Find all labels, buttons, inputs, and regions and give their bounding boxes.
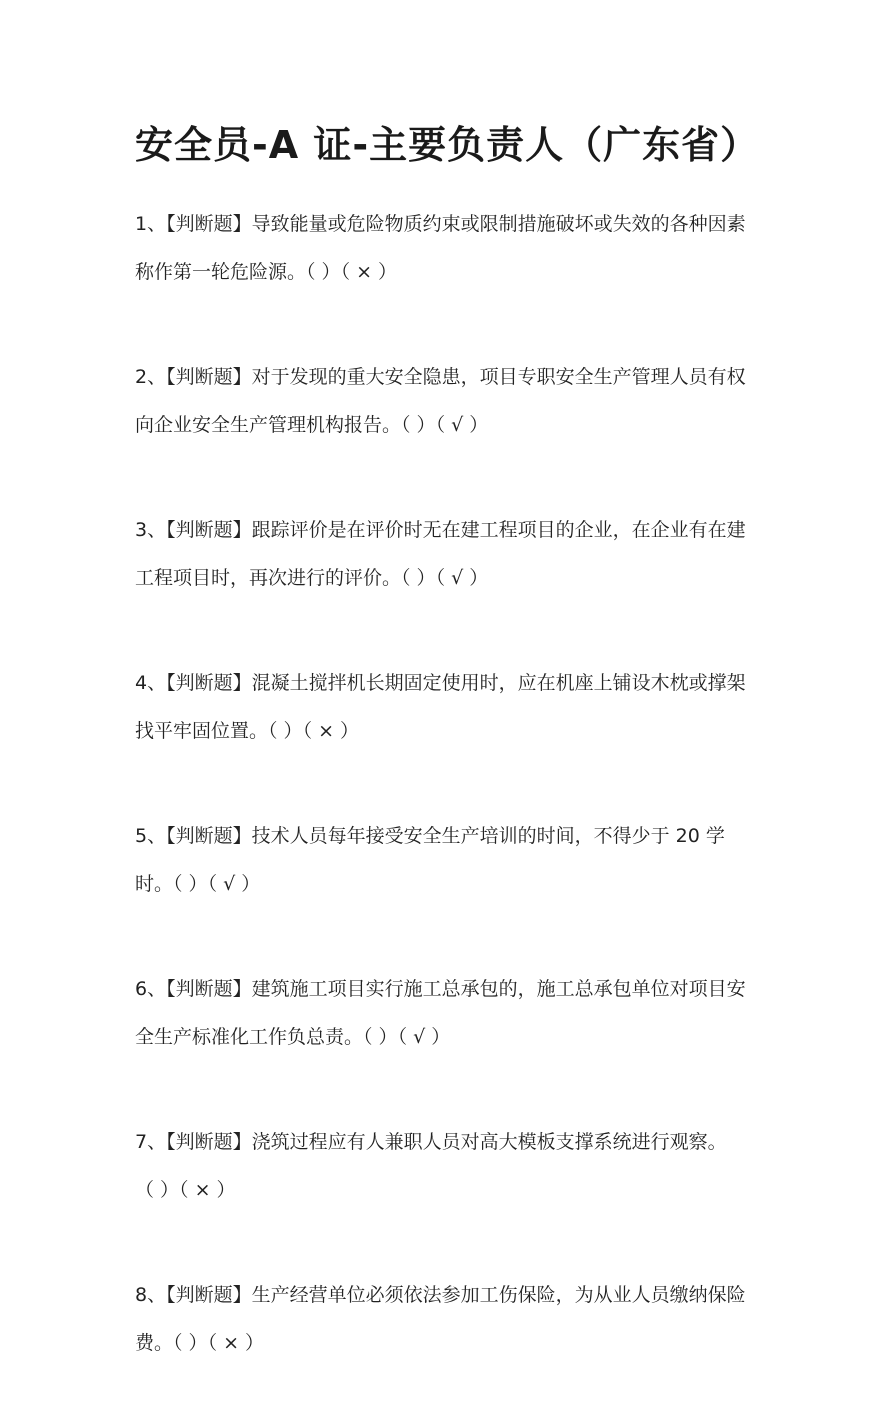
question-type: 【判断题】: [166, 213, 252, 235]
answer-mark: （ √ ）: [207, 873, 261, 895]
question-number: 1、: [135, 213, 167, 235]
answer-blank: （ ）: [173, 1332, 208, 1354]
question-number: 4、: [135, 672, 167, 694]
answer-blank: （ ）: [401, 414, 436, 436]
question-text: 对于发现的重大安全隐患，项目专职安全生产管理人员有权向企业安全生产管理机构报告。: [135, 366, 746, 436]
question-text: 生产经营单位必须依法参加工伤保险，为从业人员缴纳保险费。: [135, 1284, 746, 1354]
answer-mark: （ × ）: [302, 720, 360, 742]
question-item-7: [135, 1118, 755, 1214]
question-number: 8、: [135, 1284, 167, 1306]
answer-mark: （ √ ）: [435, 414, 489, 436]
question-item-4: [135, 659, 755, 755]
answer-mark: （ × ）: [207, 1332, 265, 1354]
answer-mark: （ √ ）: [435, 567, 489, 589]
answer-mark: （ × ）: [340, 261, 398, 283]
answer-mark: （ √ ）: [397, 1026, 451, 1048]
question-text: 技术人员每年接受安全生产培训的时间，不得少于 20 学时。: [135, 825, 725, 895]
question-type: 【判断题】: [166, 366, 252, 388]
question-number: 7、: [135, 1131, 167, 1153]
question-text: 浇筑过程应有人兼职人员对高大模板支撑系统进行观察。: [251, 1131, 727, 1153]
question-text: 混凝土搅拌机长期固定使用时，应在机座上铺设木枕或撑架找平牢固位置。: [135, 672, 746, 742]
question-item-3: [135, 506, 755, 602]
question-item-6: [135, 965, 755, 1061]
question-type: 【判断题】: [166, 519, 252, 541]
document-title: 安全员-A 证-主要负责人（广东省）: [135, 123, 760, 167]
answer-blank: （ ）: [363, 1026, 398, 1048]
answer-blank: （ ）: [306, 261, 341, 283]
question-number: 6、: [135, 978, 167, 1000]
question-text: 建筑施工项目实行施工总承包的，施工总承包单位对项目安全生产标准化工作负总责。: [135, 978, 746, 1048]
question-text: 导致能量或危险物质约束或限制措施破坏或失效的各种因素称作第一轮危险源。: [135, 213, 746, 283]
question-type: 【判断题】: [166, 1284, 252, 1306]
question-number: 3、: [135, 519, 167, 541]
question-number: 2、: [135, 366, 167, 388]
question-item-1: [135, 200, 755, 296]
question-item-8: [135, 1271, 755, 1367]
question-list: [135, 200, 755, 1424]
question-type: 【判断题】: [166, 672, 252, 694]
answer-blank: （ ）: [268, 720, 303, 742]
question-type: 【判断题】: [166, 1131, 252, 1153]
answer-blank: （ ）: [173, 873, 208, 895]
question-type: 【判断题】: [166, 825, 252, 847]
answer-mark: （ × ）: [179, 1179, 236, 1201]
answer-blank: （ ）: [401, 567, 436, 589]
question-type: 【判断题】: [166, 978, 252, 1000]
question-text: 跟踪评价是在评价时无在建工程项目的企业，在企业有在建工程项目时，再次进行的评价。: [135, 519, 746, 589]
question-item-2: [135, 353, 755, 449]
question-number: 5、: [135, 825, 167, 847]
answer-blank: （ ）: [135, 1179, 180, 1201]
question-item-5: [135, 812, 755, 908]
